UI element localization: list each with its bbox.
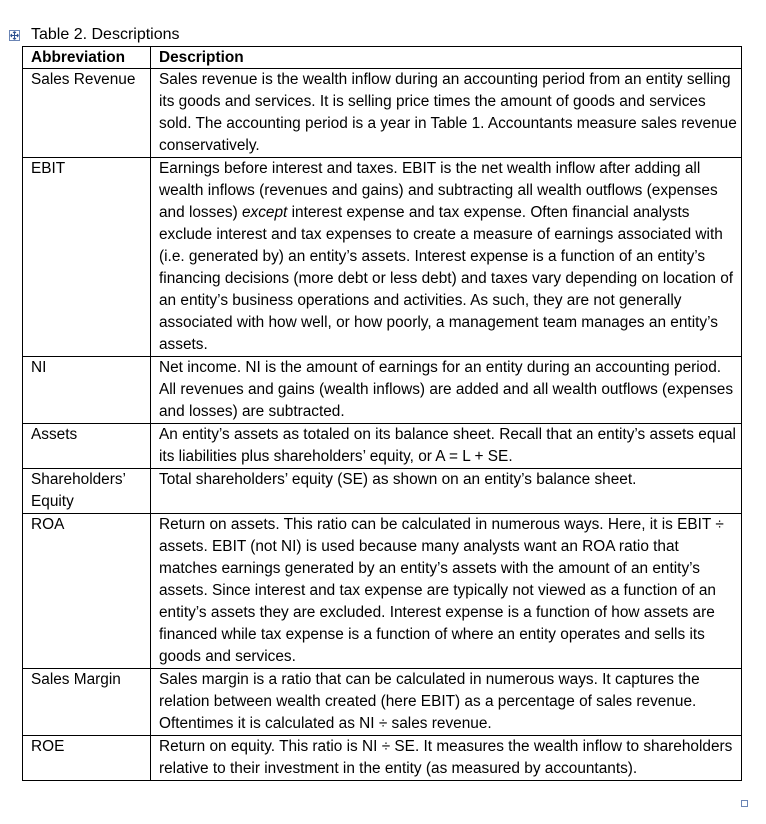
table-row — [23, 424, 742, 469]
description-cell — [151, 424, 742, 469]
description-text: Return on assets. This ratio can be calculated in numerous ways. Here, it is EBIT ÷ assets. EBIT (not NI) is used because many analysts want an ROA ratio that matches earnings generated by an entity’s assets with the amount of an entity’s assets. Since interest and tax expense are typically not viewed as a function of an entity’s assets they are excluded. Interest expense is a function of how assets are financed while tax expense is a function of where an entity operates and sells its goods and services. — [159, 516, 724, 665]
abbreviation-cell: Sales Margin — [23, 669, 151, 736]
description-text: An entity’s assets as totaled on its balance sheet. Recall that an entity’s assets equal its liabilities plus shareholders’ equity, or A = L + SE. — [159, 426, 736, 465]
descriptions-table — [22, 46, 742, 781]
description-emphasis: except — [241, 204, 288, 221]
description-cell — [151, 69, 742, 158]
table-row — [23, 469, 742, 514]
table-row — [23, 669, 742, 736]
table-row — [23, 514, 742, 669]
description-text: Sales revenue is the wealth inflow during an accounting period from an entity selling its goods and services. It is selling price times the amount of goods and services sold. The accounting period is a year in Table 1. Accountants measure sales revenue conservatively. — [159, 71, 737, 154]
table-move-handle-icon[interactable] — [9, 30, 20, 41]
description-cell — [151, 469, 742, 514]
abbreviation-cell: EBIT — [23, 158, 151, 357]
description-text: Net income. NI is the amount of earnings for an entity during an accounting period. All revenues and gains (wealth inflows) are added and all wealth outflows (expenses and losses) are subtracted. — [159, 359, 734, 420]
table-row — [23, 69, 742, 158]
column-header-abbreviation: Abbreviation — [23, 47, 151, 69]
column-header-description: Description — [151, 47, 742, 69]
abbreviation-cell: Sales Revenue — [23, 69, 151, 158]
description-text: Earnings before interest and taxes. EBIT is the net wealth inflow after adding all wealth inflows (revenues and gains) and subtracting all wealth outflows (expenses and losses) — [159, 160, 718, 221]
description-cell — [151, 514, 742, 669]
table-row — [23, 736, 742, 781]
abbreviation-cell: Shareholders’ Equity — [23, 469, 151, 514]
description-cell — [151, 736, 742, 781]
description-text: interest expense and tax expense. Often financial analysts exclude interest and tax expenses to create a measure of earnings associated with (i.e. generated by) an entity’s assets. Interest expense is a function of an entity’s financing decisions (more debt or less debt) and taxes vary depending on location of an entity’s business operations and activities. As such, they are not generally associated with how well, or how poorly, a management team manages an entity’s assets. — [159, 204, 734, 353]
description-text: Total shareholders’ equity (SE) as shown on an entity’s balance sheet. — [159, 471, 637, 488]
table-row — [23, 357, 742, 424]
abbreviation-cell: ROE — [23, 736, 151, 781]
description-cell — [151, 158, 742, 357]
description-cell — [151, 669, 742, 736]
description-text: Return on equity. This ratio is NI ÷ SE. It measures the wealth inflow to shareholders relative to their investment in the entity (as measured by accountants). — [159, 738, 733, 777]
abbreviation-cell: ROA — [23, 514, 151, 669]
abbreviation-cell: NI — [23, 357, 151, 424]
table-row — [23, 158, 742, 357]
description-cell — [151, 357, 742, 424]
description-text: Sales margin is a ratio that can be calculated in numerous ways. It captures the relation between wealth created (here EBIT) as a percentage of sales revenue. Oftentimes it is calculated as NI ÷ sales revenue. — [159, 671, 700, 732]
table-resize-handle-icon[interactable] — [741, 800, 748, 807]
table-caption: Table 2. Descriptions — [31, 26, 180, 43]
table-body — [23, 69, 742, 781]
header-row — [23, 47, 742, 69]
abbreviation-cell: Assets — [23, 424, 151, 469]
